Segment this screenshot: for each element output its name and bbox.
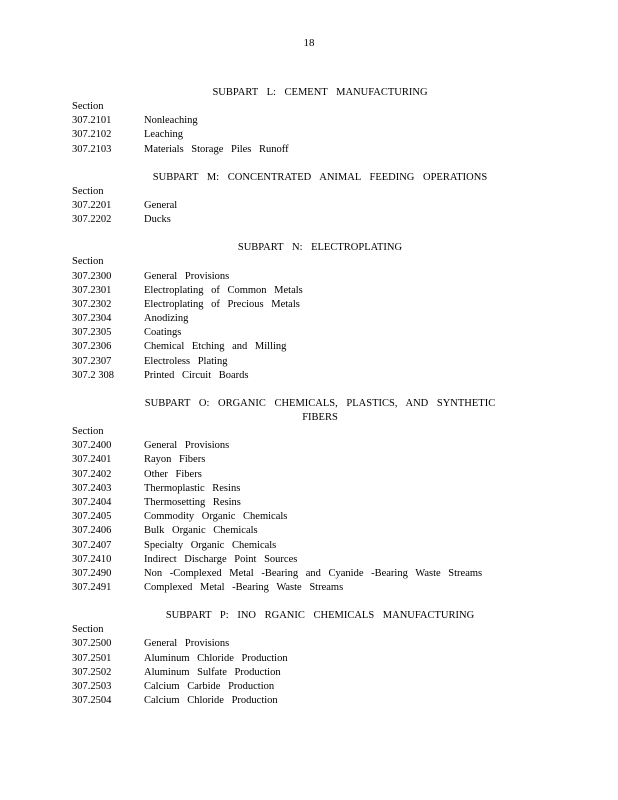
section-row (72, 213, 548, 227)
section-row (72, 468, 548, 482)
section-number: 307.2500 (72, 638, 112, 650)
section-number: 307.2502 (72, 666, 112, 678)
section-description: Electroplating of Common Metals (144, 284, 303, 296)
section-description: Materials Storage Piles Runoff (144, 143, 289, 155)
section-description: Aluminum Chloride Production (144, 652, 288, 664)
section-description: Aluminum Sulfate Production (144, 666, 281, 678)
section-description: Electroplating of Precious Metals (144, 298, 300, 310)
section-number: 307.2490 (72, 567, 112, 579)
section-number: 307.2491 (72, 582, 112, 594)
section-number: 307.2403 (72, 482, 112, 494)
section-description: Thermosetting Resins (144, 496, 241, 508)
section-row (72, 666, 548, 680)
section-number: 307.2402 (72, 468, 112, 480)
section-row (72, 637, 548, 651)
section-row (72, 326, 548, 340)
section-number: 307.2304 (72, 313, 112, 325)
subpart-m (72, 171, 548, 228)
section-row (72, 496, 548, 510)
section-number: 307.2201 (72, 199, 112, 211)
subpart-title: SUBPART L: CEMENT MANUFACTURING (212, 87, 428, 98)
section-description: Calcium Carbide Production (144, 681, 275, 692)
section-description: General Provisions (144, 440, 230, 452)
section-number: 307.2407 (72, 539, 112, 551)
section-row (72, 510, 548, 524)
section-label: Section (72, 256, 104, 268)
subpart-title: SUBPART P: INO RGANIC CHEMICALS MANUFACTURING (165, 610, 475, 622)
subpart-title: SUBPART M: CONCENTRATED ANIMAL FEEDING OPERATIONS (152, 171, 488, 183)
section-row (72, 284, 548, 298)
section-description: Electroless Plating (144, 355, 228, 367)
section-row (72, 482, 548, 496)
section-number: 307.2405 (72, 511, 112, 523)
section-description: Indirect Discharge Point Sources (144, 553, 298, 565)
subpart-o (72, 397, 548, 595)
section-row (72, 652, 548, 666)
section-number: 307.2406 (72, 525, 112, 537)
section-number: 307.2400 (72, 440, 112, 452)
section-label: Section (72, 185, 104, 197)
section-number: 307.2101 (72, 115, 112, 127)
section-number: 307.2410 (72, 553, 112, 565)
section-number: 307.2504 (72, 695, 112, 707)
section-row (72, 312, 548, 326)
section-row (72, 694, 548, 708)
section-row (72, 680, 548, 694)
section-description: Printed Circuit Boards (144, 369, 249, 381)
section-row (72, 524, 548, 538)
section-description: Complexed Metal -Bearing Waste Streams (144, 582, 344, 594)
section-description: Nonleaching (144, 115, 198, 127)
section-description: Leaching (144, 129, 184, 141)
section-description: General Provisions (144, 270, 230, 282)
section-description: Ducks (144, 214, 171, 226)
section-number: 307.2103 (72, 143, 112, 155)
subpart-l (72, 86, 548, 157)
section-row (72, 199, 548, 213)
section-number: 307.2202 (72, 214, 112, 226)
section-label: Section (72, 426, 104, 437)
section-number: 307.2305 (72, 327, 112, 339)
section-number: 307.2 308 (72, 369, 114, 381)
subpart-title: SUBPART N: ELECTROPLATING (237, 242, 403, 254)
section-row (72, 369, 548, 383)
section-row (72, 567, 548, 581)
section-row (72, 553, 548, 567)
section-row (72, 298, 548, 312)
section-description: Calcium Chloride Production (144, 695, 278, 707)
section-description: Specialty Organic Chemicals (144, 539, 277, 551)
document-body (72, 86, 548, 708)
subpart-n (72, 241, 548, 383)
section-description: Chemical Etching and Milling (144, 341, 287, 353)
section-description: Anodizing (144, 313, 189, 325)
section-description: General Provisions (144, 638, 230, 650)
section-row (72, 114, 548, 128)
section-number: 307.2501 (72, 652, 112, 664)
section-description: General (144, 199, 178, 211)
section-number: 307.2300 (72, 270, 112, 282)
section-row (72, 355, 548, 369)
section-number: 307.2401 (72, 454, 112, 466)
section-row (72, 270, 548, 284)
section-row (72, 581, 548, 595)
section-number: 307.2404 (72, 496, 112, 508)
section-number: 307.2503 (72, 681, 112, 692)
section-number: 307.2302 (72, 298, 112, 310)
section-label: Section (72, 624, 104, 636)
section-description: Rayon Fibers (144, 454, 206, 466)
section-description: Non -Complexed Metal -Bearing and Cyanide -Bearing Waste Streams (144, 567, 483, 579)
section-number: 307.2102 (72, 129, 112, 141)
section-description: Thermoplastic Resins (144, 482, 241, 494)
section-label: Section (72, 101, 104, 112)
section-description: Coatings (144, 327, 182, 339)
section-number: 307.2301 (72, 284, 112, 296)
section-row (72, 539, 548, 553)
section-row (72, 143, 548, 157)
subpart-title: SUBPART O: ORGANIC CHEMICALS, PLASTICS, AND SYNTHETIC FIBERS (144, 398, 496, 423)
section-number: 307.2307 (72, 355, 112, 367)
section-description: Other Fibers (144, 468, 202, 480)
section-row (72, 340, 548, 354)
subpart-p (72, 609, 548, 708)
section-description: Commodity Organic Chemicals (144, 511, 288, 523)
page-number: 18 (303, 37, 315, 49)
section-row (72, 439, 548, 453)
section-row (72, 453, 548, 467)
section-row (72, 128, 548, 142)
section-description: Bulk Organic Chemicals (144, 525, 258, 537)
section-number: 307.2306 (72, 341, 112, 353)
